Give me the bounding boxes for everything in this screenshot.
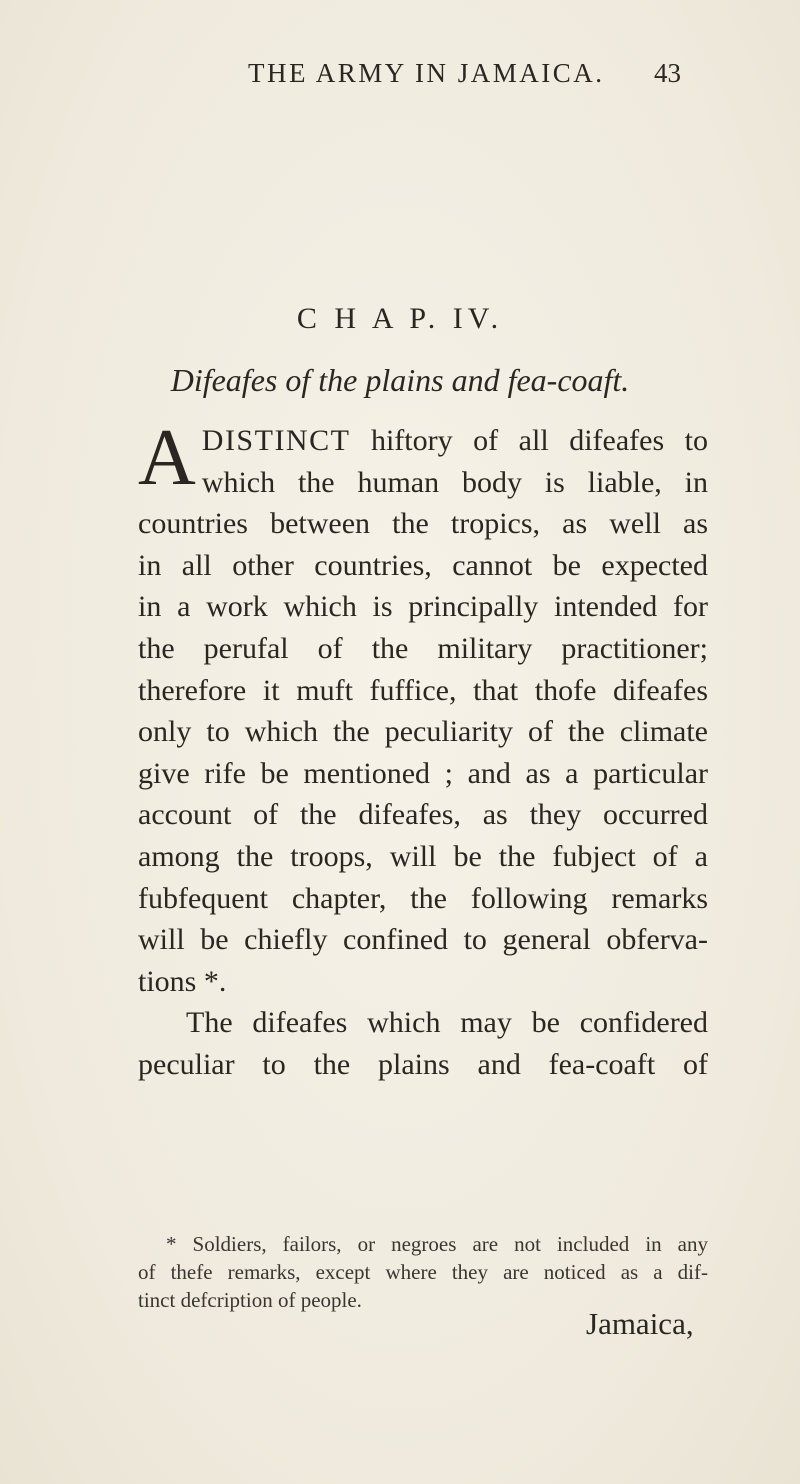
body-line: the perufal of the military practitioner; (138, 631, 708, 665)
body-line: The difeafes which may be confidered (186, 1006, 708, 1040)
chapter-subtitle: Difeafes of the plains and fea-coaft. (170, 362, 630, 398)
body-line: fubfequent chapter, the following remarks (138, 881, 708, 915)
drop-cap: A (138, 414, 196, 502)
body-line: peculiar to the plains and fea-coaft of (138, 1047, 708, 1081)
body-line: therefore it muft fuffice, that thofe difeafes (138, 673, 708, 707)
body-line: in all other countries, cannot be expected (138, 548, 708, 582)
first-word-smallcaps: DISTINCT (201, 424, 351, 457)
body-line: account of the difeafes, as they occurred (138, 798, 708, 832)
page-number: 43 (654, 58, 681, 88)
body-line: countries between the tropics, as well as (138, 507, 708, 541)
body-text (138, 414, 708, 1086)
body-line: give rife be mentioned ; and as a particular (138, 756, 708, 790)
body-line: which the human body is liable, in (201, 465, 708, 499)
body-line: tions *. (138, 964, 227, 998)
footnote-line: * Soldiers, failors, or negroes are not included in any (166, 1232, 708, 1256)
body-line: will be chiefly confined to general obferva- (138, 923, 708, 957)
catchword: Jamaica, (586, 1306, 694, 1341)
running-head-title: THE ARMY IN JAMAICA. (248, 58, 605, 88)
body-line: only to which the peculiarity of the climate (138, 715, 708, 749)
footnote (138, 1230, 708, 1314)
body-line (138, 420, 708, 462)
footnote-line: of thefe remarks, except where they are noticed as a dif- (138, 1260, 708, 1284)
body-line: in a work which is principally intended for (138, 590, 708, 624)
first-line-rest: hiftory of all difeafes to (350, 424, 708, 457)
chapter-heading: C H A P. IV. (296, 302, 504, 335)
body-line: among the troops, will be the fubject of a (138, 839, 708, 873)
footnote-line: tinct defcription of people. (138, 1288, 362, 1312)
